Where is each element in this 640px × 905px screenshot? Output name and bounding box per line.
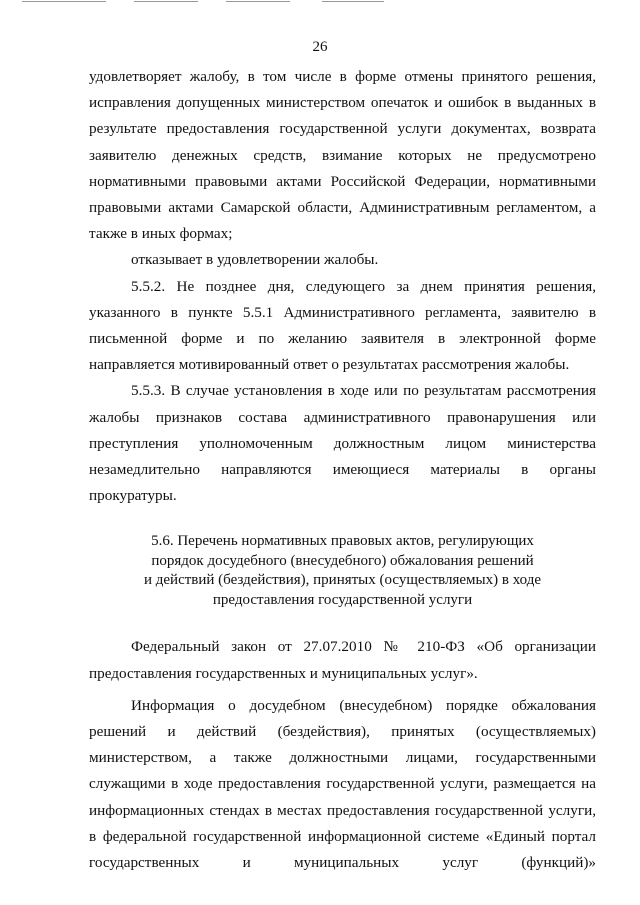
paragraph-appeal-information: Информация о досудебном (внесудебном) порядке обжалования решений и действий (бездействия), принятых (осуществляемых) министерством, а также должностными лицами, государственными служащими в ходе предоставления государственной услуги, размещается на информационных стендах в местах предоставления государственной услуги, в федеральной государственной информационной системе «Единый портал государственных и муниципальных услуг (функций)» xyxy=(89,696,596,872)
scan-mark xyxy=(22,1,106,2)
paragraph-5-5-2: 5.5.2. Не позднее дня, следующего за днем принятия решения, указанного в пункте 5.5.1 Административного регламента, заявителю в письменной форме и по желанию заявителя в электронной форме направляется мотивированный ответ о результатах рассмотрения жалобы. xyxy=(89,277,596,374)
section-heading-line: порядок досудебного (внесудебного) обжалования решений xyxy=(151,552,534,569)
paragraph-complaint-satisfied: удовлетворяет жалобу, в том числе в форме отмены принятого решения, исправления допущенных министерством опечаток и ошибок в выданных в результате предоставления государственной услуги документах, возврата заявителю денежных средств, взимание которых не предусмотрено нормативными правовыми актами Российской Федерации, нормативными правовыми актами Самарской области, Административным регламентом, а также в иных формах; xyxy=(89,68,596,243)
section-heading-line: и действий (бездействия), принятых (осуществляемых) в ходе xyxy=(143,572,541,589)
section-heading-5-6 xyxy=(89,532,596,610)
scan-mark xyxy=(226,1,290,2)
paragraph-5-5-3: 5.5.3. В случае установления в ходе или по результатам рассмотрения жалобы признаков состава административного правонарушения или преступления уполномоченным должностным лицом министерства незамедлительно направляются имеющиеся материалы в органы прокуратуры. xyxy=(89,382,596,505)
scan-top-edge-marks xyxy=(0,0,640,6)
section-heading-line: 5.6. Перечень нормативных правовых актов, регулирующих xyxy=(151,533,534,550)
paragraph-complaint-rejected: отказывает в удовлетворении жалобы. xyxy=(131,251,379,269)
document-body xyxy=(89,64,596,876)
scan-mark xyxy=(134,1,198,2)
scan-mark xyxy=(322,1,384,2)
paragraph-federal-law: Федеральный закон от 27.07.2010 № 210-ФЗ «Об организации предоставления государственных и муниципальных услуг». xyxy=(89,638,596,682)
section-heading-line: предоставления государственной услуги xyxy=(212,591,473,608)
page-number: 26 xyxy=(312,39,328,55)
